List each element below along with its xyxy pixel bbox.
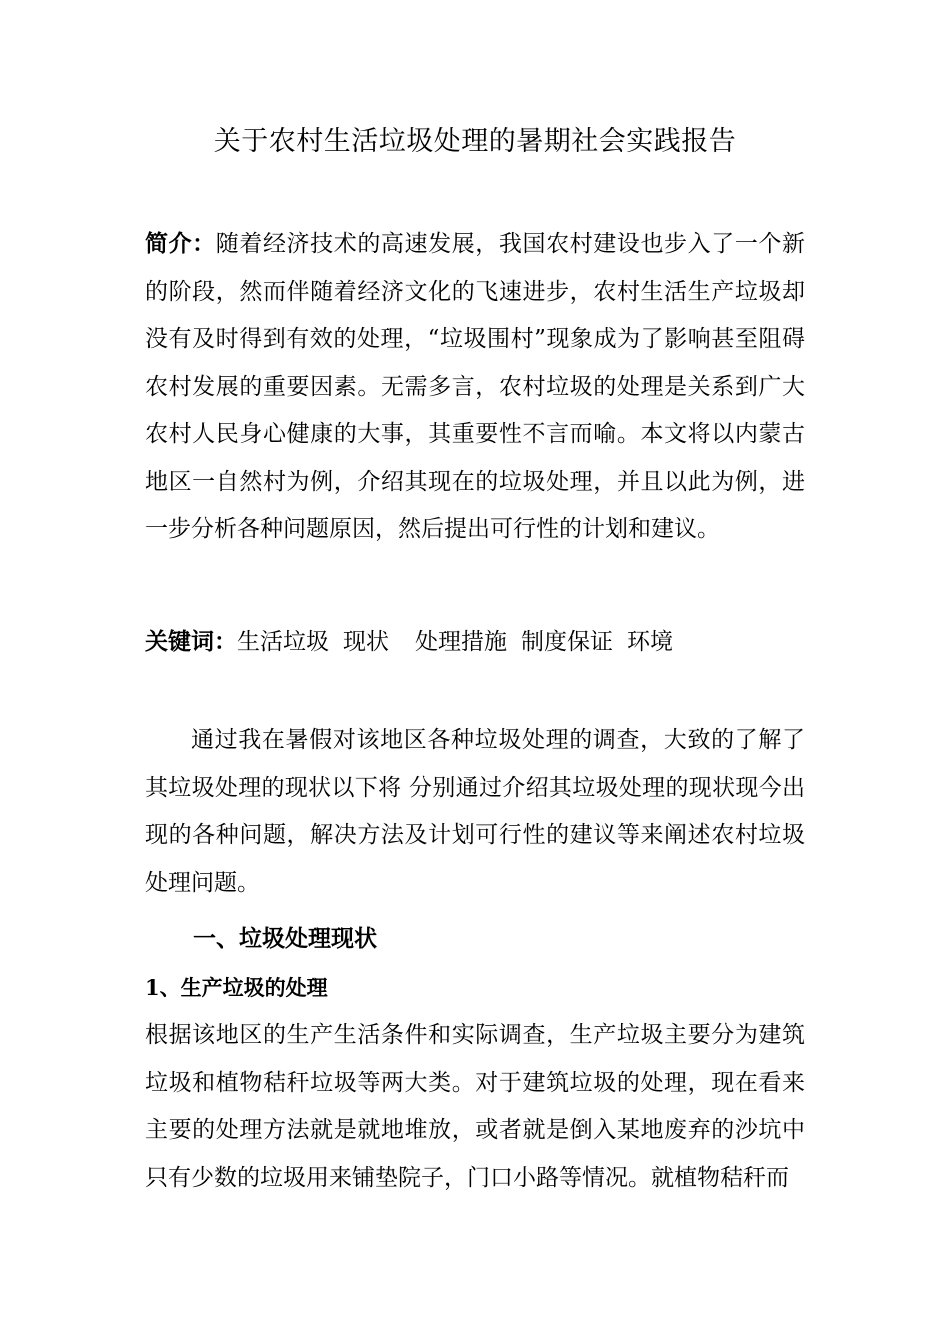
keyword-term: 现状 — [343, 629, 389, 655]
sub-heading: 1、生产垃圾的处理 — [145, 975, 328, 1000]
keyword-term: 生活垃圾 — [237, 629, 329, 655]
keyword-term: 制度保证 — [521, 629, 613, 655]
abstract-label: 简介： — [145, 230, 216, 257]
body-paragraph: 根据该地区的生产生活条件和实际调查，生产垃圾主要分为建筑垃圾和植物秸秆垃圾等两大类。对于建筑垃圾的处理，现在看来主要的处理方法就是就地堆放，或者就是倒入某地废弃的沙坑中只有少数的垃圾用来铺垫院子，门口小路等情况。就植物秸秆而 — [145, 1022, 805, 1191]
intro-paragraph: 通过我在暑假对该地区各种垃圾处理的调查，大致的了解了其垃圾处理的现状以下将 分别通过介绍其垃圾处理的现状现今出现的各种问题，解决方法及计划可行性的建议等来阐述农村垃圾处理问题。 — [145, 727, 805, 896]
section-heading: 一、垃圾处理现状 — [193, 925, 377, 952]
abstract-paragraph — [145, 220, 805, 554]
keywords-label: 关键词： — [145, 628, 237, 655]
document-title: 关于农村生活垃圾处理的暑期社会实践报告 — [213, 126, 737, 157]
keyword-term: 处理措施 — [415, 629, 507, 655]
keywords-line — [145, 618, 805, 667]
keyword-term: 环境 — [627, 629, 673, 655]
abstract-text: 随着经济技术的高速发展，我国农村建设也步入了一个新的阶段，然而伴随着经济文化的飞速进步，农村生活生产垃圾却没有及时得到有效的处理，“垃圾围村”现象成为了影响甚至阻碍农村发展的重要因素。无需多言，农村垃圾的处理是关系到广大农村人民身心健康的大事，其重要性不言而喻。本文将以内蒙古地区一自然村为例，介绍其现在的垃圾处理，并且以此为例，进一步分析各种问题原因，然后提出可行性的计划和建议。 — [145, 231, 806, 542]
